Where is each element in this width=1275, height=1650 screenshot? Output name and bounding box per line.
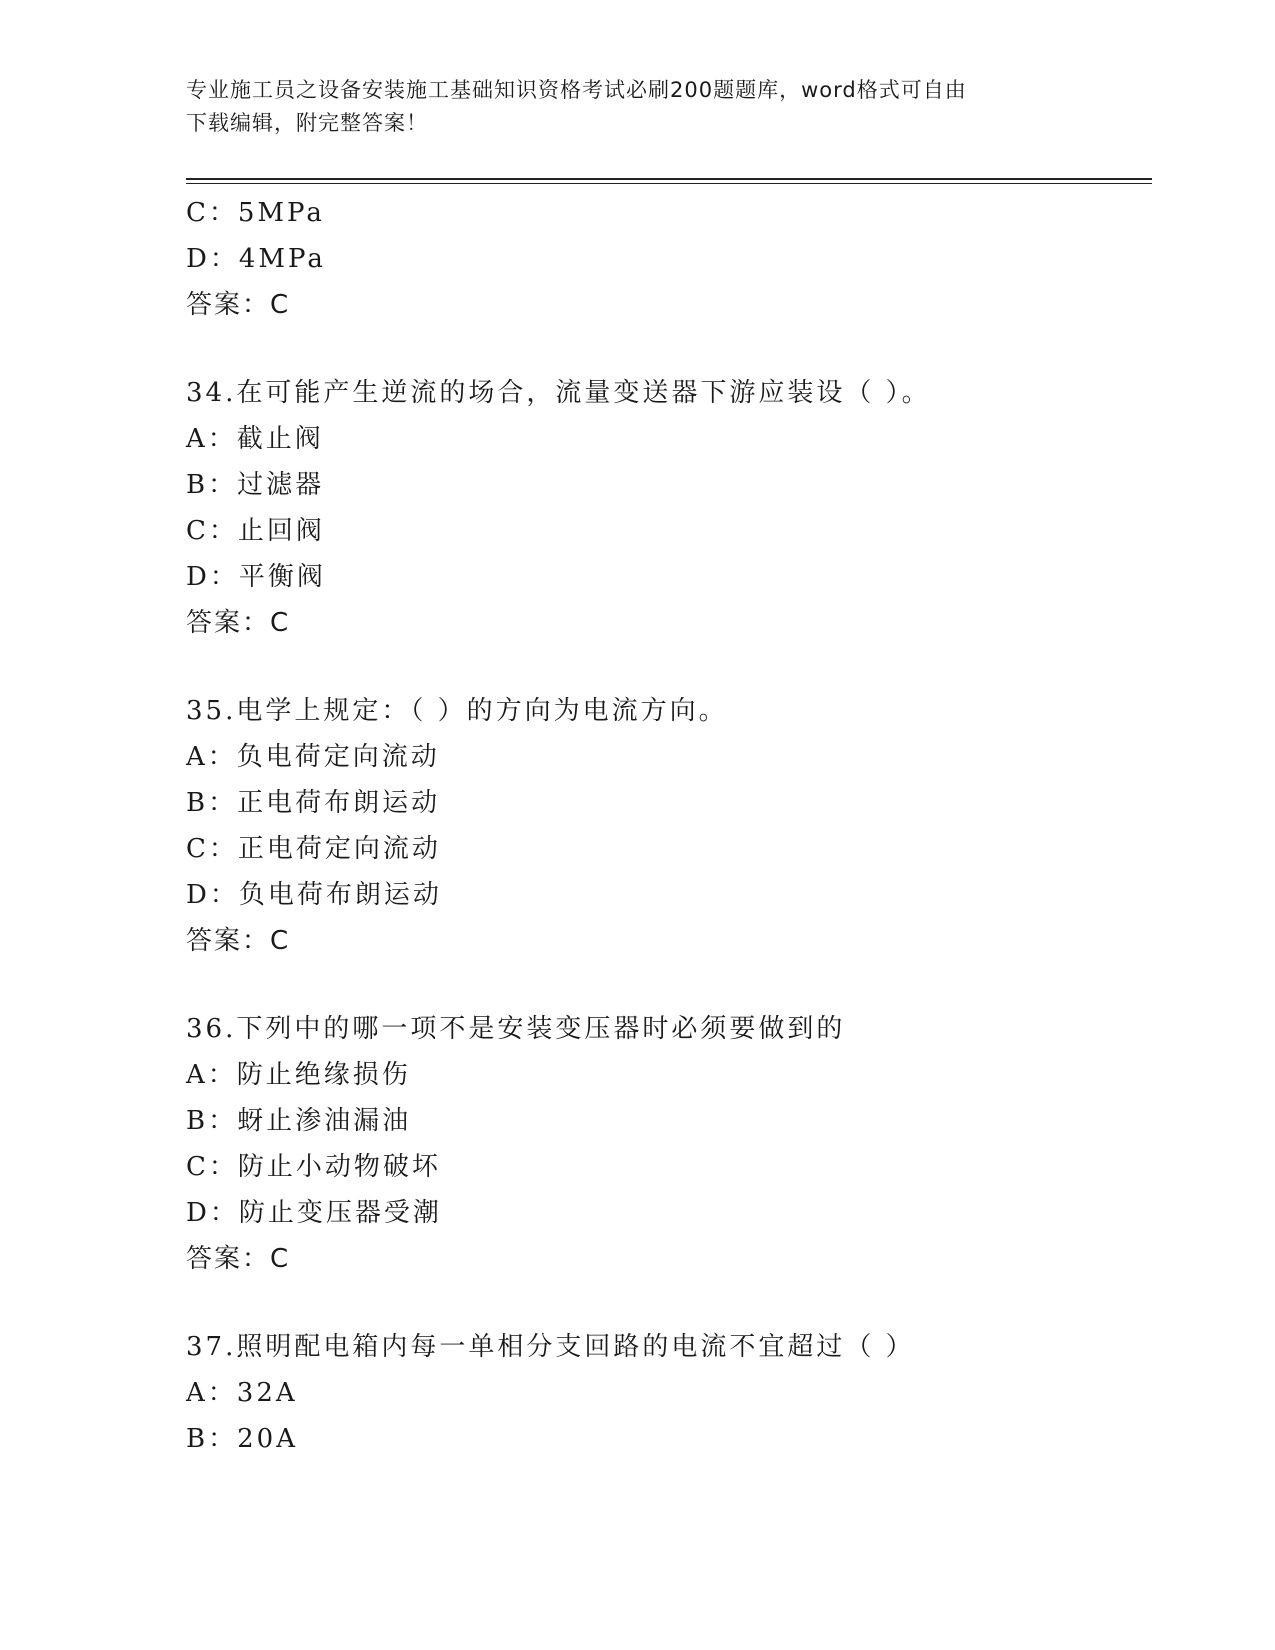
option-a: A：负电荷定向流动 <box>186 742 440 772</box>
option-b: B：20A <box>186 1424 298 1454</box>
option-b: B：正电荷布朗运动 <box>186 788 441 818</box>
option-d: D：4MPa <box>186 244 326 274</box>
option-c: C：正电荷定向流动 <box>186 834 441 864</box>
option-d: D：防止变压器受潮 <box>186 1198 442 1228</box>
answer-label: 答案：C <box>186 1244 291 1274</box>
answer-label: 答案：C <box>186 290 291 320</box>
question-block-35 <box>186 688 1146 964</box>
option-c: C：防止小动物破坏 <box>186 1152 441 1182</box>
question-block-36 <box>186 1006 1146 1282</box>
option-c: C：止回阀 <box>186 516 325 546</box>
header-rule-thin <box>186 183 1152 184</box>
option-a: A：截止阀 <box>186 424 324 454</box>
header-title-line-1: 专业施工员之设备安装施工基础知识资格考试必刷200题题库，word格式可自由 <box>186 78 967 102</box>
question-block-34 <box>186 370 1146 646</box>
question-stem: 34.在可能产生逆流的场合，流量变送器下游应装设（ ）。 <box>186 378 931 408</box>
header-title-line-2: 下载编辑，附完整答案！ <box>186 111 428 135</box>
page-header <box>186 74 1086 140</box>
question-stem: 36.下列中的哪一项不是安装变压器时必须要做到的 <box>186 1014 846 1044</box>
option-b: B：过滤器 <box>186 470 325 500</box>
document-body <box>186 190 1146 1504</box>
question-block-33-partial <box>186 190 1146 328</box>
question-stem: 35.电学上规定：（ ）的方向为电流方向。 <box>186 696 728 726</box>
question-block-37 <box>186 1324 1146 1462</box>
answer-label: 答案：C <box>186 926 291 956</box>
option-a: A：32A <box>186 1378 298 1408</box>
option-b: B：蚜止渗油漏油 <box>186 1106 412 1136</box>
option-a: A：防止绝缘损伤 <box>186 1060 411 1090</box>
question-stem: 37.照明配电箱内每一单相分支回路的电流不宜超过（ ） <box>186 1332 915 1362</box>
option-d: D：负电荷布朗运动 <box>186 880 442 910</box>
header-rule <box>186 178 1152 180</box>
option-d: D：平衡阀 <box>186 562 326 592</box>
answer-label: 答案：C <box>186 608 291 638</box>
option-c: C：5MPa <box>186 198 325 228</box>
